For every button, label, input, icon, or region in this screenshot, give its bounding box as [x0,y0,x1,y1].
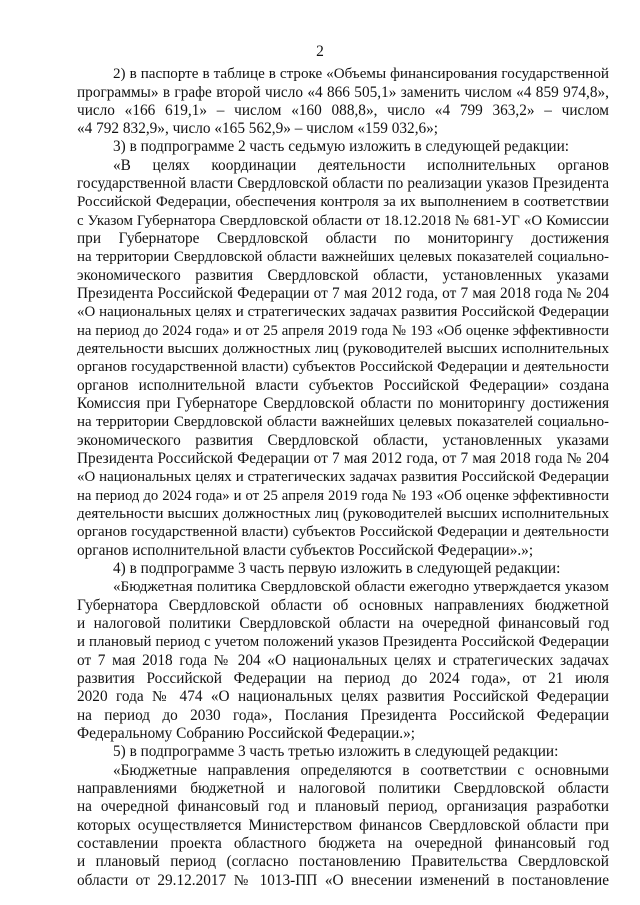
text-line: «О национальных целях и стратегических задачах развития Российской Федерации [77,469,609,485]
text-line: деятельности высших должностных лиц (руководителей высших исполнительных [77,341,609,357]
page-number: 2 [316,43,324,60]
text-line: Российской Федерации, обеспечения контроля за их выполнением в соответствии [77,194,609,210]
text-line: и плановый период с учетом положений указов Президента Российской Федерации [77,634,609,650]
text-line: государственной власти Свердловской области по реализации указов Президента [77,175,609,192]
text-line: деятельности высших должностных лиц (руководителей высших исполнительных [77,506,609,522]
text-line: органов исполнительной власти субъектов Российской Федерации».»; [77,542,534,559]
text-line: Президента Российской Федерации от 7 мая 2012 года, от 7 мая 2018 года № 204 [77,285,609,302]
text-line: «4 792 832,9», число «165 562,9» – числом «159 032,6»; [77,120,439,137]
text-line: составлении проекта областного бюджета на очередной финансовый год [77,835,609,852]
text-line: 2) в паспорте в таблице в строке «Объемы финансирования государственной [113,66,609,82]
text-line: на период до 2024 года» и от 25 апреля 2019 года № 193 «Об оценке эффективности [77,323,609,339]
text-line: на период до 2030 года», Послания Президента Российской Федерации [77,707,609,724]
text-line: Президента Российской Федерации от 7 мая 2012 года, от 7 мая 2018 года № 204 [77,450,609,467]
text-line: при Губернаторе Свердловской области по мониторингу достижения [77,230,609,247]
text-line: и налоговой политики Свердловской области на очередной финансовый год [77,615,609,632]
text-line: органов государственной власти) субъектов Российской Федерации и деятельности [77,524,609,540]
text-line: которых осуществляется Министерством финансов Свердловской области при [77,817,609,834]
text-line: программы» в графе второй число «4 866 505,1» заменить числом «4 859 974,8», [77,84,609,101]
text-line: 4) в подпрограмме 3 часть первую изложить в следующей редакции: [113,560,561,577]
text-line: «Бюджетная политика Свердловской области ежегодно утверждается указом [113,579,609,595]
text-line: с Указом Губернатора Свердловской области от 18.12.2018 № 681-УГ «О Комиссии [77,213,609,229]
text-line: органов государственной власти) субъектов Российской Федерации и деятельности [77,359,609,375]
text-line: число «166 619,1» – числом «160 088,8», число «4 799 363,2» – числом [77,102,609,119]
text-line: «Бюджетные направления определяются в соответствии с основными [113,762,609,779]
text-line: 2020 года № 474 «О национальных целях развития Российской Федерации [77,688,609,705]
text-line: и плановый период (согласно постановлению Правительства Свердловской [77,853,609,870]
text-line: экономического развития Свердловской области, установленных указами [77,267,609,284]
text-line: «О национальных целях и стратегических задачах развития Российской Федерации [77,304,609,320]
text-line: на территории Свердловской области важнейших целевых показателей социально- [77,249,609,265]
text-line: от 7 мая 2018 года № 204 «О национальных целях и стратегических задачах [77,652,609,669]
text-line: области от 29.12.2017 № 1013-ПП «О внесении изменений в постановление [77,872,609,889]
text-line: Губернатора Свердловской области об основных направлениях бюджетной [77,597,609,614]
text-line: на очередной финансовый год и плановый период, организация разработки [77,798,609,815]
text-line: экономического развития Свердловской области, установленных указами [77,432,609,449]
text-line: Федеральному Собранию Российской Федерации.»; [77,725,415,742]
text-line: развития Российской Федерации на период до 2024 года», от 21 июля [77,670,609,687]
text-line: органов исполнительной власти субъектов Российской Федерации» создана [77,377,609,394]
text-line: на период до 2024 года» и от 25 апреля 2019 года № 193 «Об оценке эффективности [77,488,609,504]
text-line: 3) в подпрограмме 2 часть седьмую изложить в следующей редакции: [113,138,570,155]
text-line: 5) в подпрограмме 3 часть третью изложить в следующей редакции: [113,743,559,760]
text-line: Комиссия при Губернаторе Свердловской области по мониторингу достижения [77,395,609,412]
text-line: «В целях координации деятельности исполнительных органов [113,157,609,174]
text-line: направлениями бюджетной и налоговой политики Свердловской области [77,780,609,797]
text-line: на территории Свердловской области важнейших целевых показателей социально- [77,414,609,430]
